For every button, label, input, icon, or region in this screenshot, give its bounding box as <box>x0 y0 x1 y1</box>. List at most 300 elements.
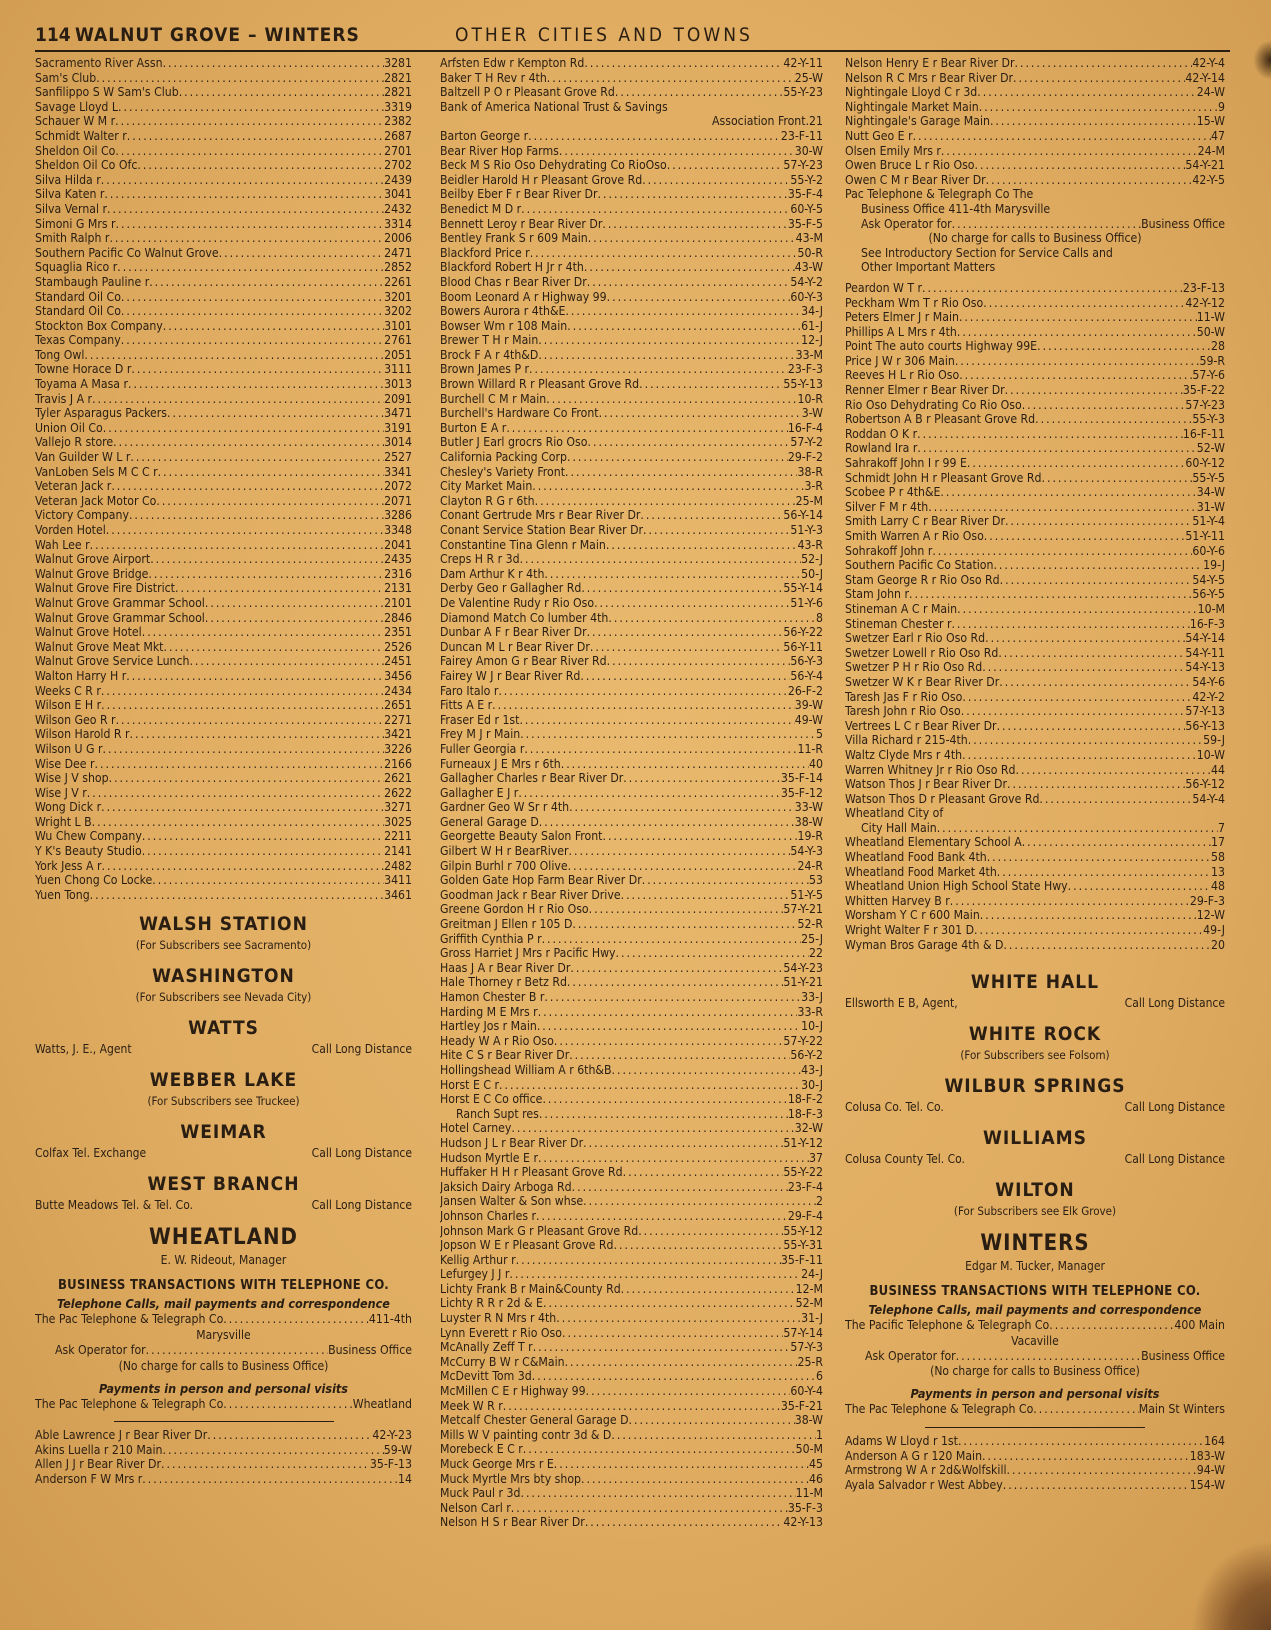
listing-row <box>440 786 823 801</box>
listing-name: Nelson Henry E r Bear River Dr <box>845 56 1015 70</box>
listing-name: Roddan O K r <box>845 426 918 441</box>
listing-row <box>440 538 823 553</box>
listing-number: 3421 <box>384 727 412 742</box>
listing-row <box>440 1413 823 1428</box>
listing-number: 10-M <box>1197 601 1225 616</box>
listing-number: 2651 <box>384 698 412 713</box>
leader-dots <box>518 786 781 801</box>
listing-row <box>440 1151 823 1166</box>
town-note: (For Subscribers see Folsom) <box>960 1048 1110 1063</box>
listing-name: Wheatland Elementary School A <box>845 835 1022 850</box>
wheatland-listings <box>440 56 823 1530</box>
leader-dots <box>998 646 1185 661</box>
listing-name: York Jess A r <box>35 858 102 873</box>
leader-dots <box>623 771 781 786</box>
listing-name: Harding M E Mrs r <box>440 1004 538 1019</box>
listing-name: Mills W V painting contr 3d & D <box>440 1427 612 1442</box>
listing-row <box>845 471 1225 486</box>
town-agent-line <box>845 1098 1225 1116</box>
listing-row <box>35 684 412 699</box>
business-transactions-heading: BUSINESS TRANSACTIONS WITH TELEPHONE CO. <box>869 1284 1201 1300</box>
listing-row <box>35 771 412 786</box>
listing-number: 50-J <box>801 566 823 581</box>
listing-number: 23-F-4 <box>787 1179 823 1194</box>
listing-row <box>440 1121 823 1136</box>
listing-number: 35-F-21 <box>780 1398 823 1413</box>
listing-name: Frey M J r Main <box>440 727 521 742</box>
leader-dots <box>539 815 795 830</box>
listing-name: Muck George Mrs r E <box>440 1457 554 1471</box>
listing-number: 11-M <box>795 1486 823 1501</box>
town-agent-line <box>845 1150 1225 1168</box>
listing-name: Nightingale Market Main <box>845 99 979 114</box>
leader-dots <box>623 1165 784 1180</box>
listing-row <box>440 1005 823 1020</box>
office-city: Marysville <box>196 1328 251 1343</box>
leader-dots <box>1007 777 1185 792</box>
listing-row <box>845 894 1225 909</box>
listing-row <box>35 421 412 436</box>
listing-row <box>440 494 823 509</box>
listing-number: 31-W <box>1196 499 1225 514</box>
listing-number: 31-J <box>801 1311 823 1326</box>
listing-row <box>440 946 823 961</box>
listing-row <box>845 660 1225 675</box>
listing-number: 16-F-3 <box>1189 616 1225 631</box>
payments-subheading: Payments in person and personal visits <box>98 1380 349 1396</box>
listing-number: 2071 <box>384 493 412 508</box>
office-city: Vacaville <box>1011 1333 1059 1348</box>
town-agent-line <box>35 1144 412 1162</box>
listing-name: Sohrakoff John r <box>845 543 933 558</box>
listing-row <box>440 698 823 713</box>
listing-name: Victory Company <box>35 508 129 523</box>
listing-row <box>35 1443 412 1458</box>
listing-row <box>845 71 1225 86</box>
listing-name: Walnut Grove Grammar School <box>35 595 205 610</box>
listing-name: Simoni G Mrs r <box>35 216 116 231</box>
listing-row <box>440 1340 823 1355</box>
leader-dots <box>544 567 801 582</box>
listing-name: Kellig Arthur r <box>440 1252 516 1267</box>
listing-number: 59-W <box>383 1442 412 1457</box>
listing-number: 2141 <box>384 844 412 859</box>
listing-name: Gallagher Charles r Bear River Dr <box>440 771 624 786</box>
listing-name: Huffaker H H r Pleasant Grove Rd <box>440 1165 623 1180</box>
leader-dots <box>90 538 385 553</box>
leader-dots <box>163 319 384 334</box>
listing-name: Fairey W J r Bear River Rd <box>440 668 581 683</box>
listing-number: 55-Y-23 <box>783 85 823 100</box>
leader-dots <box>982 660 1185 675</box>
leader-dots <box>594 596 790 611</box>
town-note: (For Subscribers see Sacramento) <box>135 938 312 953</box>
listing-number: 26-F-2 <box>787 683 823 698</box>
leader-dots <box>639 377 783 392</box>
listing-row <box>35 435 412 450</box>
listing-row <box>845 339 1225 354</box>
listing-name: Reeves H L r Rio Oso <box>845 368 960 383</box>
listing-row <box>440 742 823 757</box>
listing-row <box>35 217 412 232</box>
leader-dots <box>909 587 1192 602</box>
listing-number: 38-R <box>797 464 823 479</box>
listing-row <box>440 435 823 450</box>
listing-row <box>35 71 412 86</box>
leader-dots <box>554 1457 809 1472</box>
listing-row <box>845 100 1225 115</box>
listing-name: Walnut Grove Bridge <box>35 566 149 581</box>
listing-row: The Pac Telephone & Telegraph Co ..... Wheatland <box>35 1397 412 1412</box>
listing-row <box>440 1486 823 1501</box>
listing-row <box>35 552 412 567</box>
listing-row <box>845 129 1225 144</box>
listing-row <box>440 1238 823 1253</box>
agent-name: Colusa Co. Tel. Co. <box>845 1100 944 1115</box>
leader-dots <box>533 1340 791 1355</box>
listing-number: 42-Y-14 <box>1185 70 1225 85</box>
leader-dots <box>1035 412 1192 427</box>
leader-dots <box>131 362 384 377</box>
leader-dots <box>142 829 384 844</box>
listing-number: 30-J <box>801 1077 823 1092</box>
listing-row <box>440 1369 823 1384</box>
leader-dots <box>126 669 384 684</box>
listing-row <box>440 1209 823 1224</box>
listing-number: 40 <box>809 756 823 771</box>
listing-row <box>845 602 1225 617</box>
listing-name: Burton E A r <box>440 420 507 435</box>
leader-dots <box>111 479 384 494</box>
leader-dots <box>142 844 384 859</box>
leader-dots <box>951 617 1189 632</box>
leader-dots <box>922 281 1183 296</box>
listing-row <box>845 587 1225 602</box>
listing-name: Southern Pacific Co Station <box>845 558 994 573</box>
listing-name: Horst E C Co office <box>440 1092 543 1107</box>
listing-number: 3341 <box>384 464 412 479</box>
listing-row <box>440 1063 823 1078</box>
listing-row <box>440 231 823 246</box>
leader-dots <box>556 1311 801 1326</box>
listing-name: Derby Geo r Gallagher Rd <box>440 581 582 596</box>
leader-dots <box>958 1434 1204 1449</box>
leader-dots <box>565 1355 798 1370</box>
town-agent-line <box>35 1040 412 1058</box>
listing-name: Lynn Everett r Rio Oso <box>440 1325 562 1340</box>
leader-dots <box>1014 56 1192 71</box>
listing-row <box>845 850 1225 865</box>
leader-dots <box>562 1326 783 1341</box>
listing-row <box>440 275 823 290</box>
wheatland-listings-cont2 <box>845 281 1225 952</box>
listing-row <box>845 631 1225 646</box>
listing-number: 2 <box>816 1194 823 1209</box>
leader-dots <box>142 1472 398 1487</box>
listing-row <box>440 71 823 86</box>
listing-number: 18-F-2 <box>787 1092 823 1107</box>
leader-dots <box>612 1063 802 1078</box>
town-heading-wilton: WILTON <box>995 1179 1075 1202</box>
listing-number: 23-F-11 <box>780 128 823 143</box>
leader-dots <box>158 465 384 480</box>
listing-name: Schauer W M r <box>35 114 116 129</box>
town-note: (For Subscribers see Elk Grove) <box>953 1204 1117 1219</box>
listing-number: 49-W <box>794 712 823 727</box>
listing-name: Greene Gordon H r Rio Oso <box>440 902 589 917</box>
listing-row <box>35 1472 412 1487</box>
listing-name: Bear River Hop Farms <box>440 143 559 158</box>
leader-dots <box>937 821 1218 836</box>
listing-row <box>35 275 412 290</box>
listing-name: Wheatland Union High School State Hwy <box>845 879 1068 894</box>
listing-row <box>35 800 412 815</box>
leader-dots <box>554 1034 784 1049</box>
listing-number: 43-J <box>801 1062 823 1077</box>
listing-number: 56-Y-3 <box>790 654 823 669</box>
leader-dots <box>521 202 790 217</box>
listing-number: 2687 <box>384 128 412 143</box>
leader-dots <box>584 56 783 71</box>
listing-number: 57-Y-6 <box>1192 368 1225 383</box>
listing-number: 94-W <box>1196 1463 1225 1478</box>
listing-row <box>440 348 823 363</box>
listing-name: McCurry B W r C&Main <box>440 1354 565 1369</box>
listing-number: 56-Y-2 <box>790 1048 823 1063</box>
listing-number: 55-Y-31 <box>783 1238 823 1253</box>
listing-row <box>35 362 412 377</box>
leader-dots <box>984 529 1186 544</box>
leader-dots <box>96 71 384 86</box>
listing-name: Ranch Supt res <box>456 1106 539 1121</box>
listing-row <box>845 56 1225 71</box>
walnut-grove-listings <box>35 56 412 902</box>
listing-number: 43-W <box>794 260 823 275</box>
leader-dots <box>92 392 384 407</box>
listing-row <box>35 290 412 305</box>
column-1 <box>35 56 412 1487</box>
listing-name: Boom Leonard A r Highway 99 <box>440 289 607 304</box>
listing-row <box>35 406 412 421</box>
pactel-office: Business Office 411-4th Marysville <box>861 201 1051 216</box>
listing-row <box>440 829 823 844</box>
listing-number: 35-F-13 <box>369 1457 412 1472</box>
listing-number: 2435 <box>384 552 412 567</box>
listing-name: Stambaugh Pauline r <box>35 274 150 289</box>
listing-name: Rio Oso Dehydrating Co Rio Oso <box>845 397 1022 412</box>
listing-row <box>35 465 412 480</box>
listing-row <box>35 392 412 407</box>
listing-name: Lichty Frank B r Main&County Rd <box>440 1281 621 1296</box>
listing-row <box>35 173 412 188</box>
listing-name: Brown Willard R r Pleasant Grove Rd <box>440 377 640 392</box>
listing-number: 56-Y-12 <box>1185 777 1225 792</box>
leader-dots <box>968 733 1203 748</box>
call-instruction: Call Long Distance <box>1124 1152 1225 1167</box>
listing-number: 2211 <box>384 829 412 844</box>
listing-number: 2526 <box>384 639 412 654</box>
leader-dots <box>506 421 788 436</box>
listing-row <box>440 333 823 348</box>
listing-number: 2527 <box>384 450 412 465</box>
listing-name: Burchell's Hardware Co Front <box>440 406 599 421</box>
leader-dots <box>961 704 1186 719</box>
leader-dots <box>642 173 790 188</box>
listing-row <box>845 733 1225 748</box>
listing-name: Wu Chew Company <box>35 829 142 844</box>
listing-name: Vertrees L C r Bear River Dr <box>845 718 997 733</box>
listing-number: 51-Y-3 <box>790 523 823 537</box>
listing-number: 60-Y-6 <box>1192 543 1225 558</box>
listing-row <box>35 844 412 859</box>
listing-number: 2316 <box>384 566 412 581</box>
listing-row <box>440 975 823 990</box>
leader-dots <box>607 654 791 669</box>
listing-number: 2434 <box>384 683 412 698</box>
leader-dots <box>980 908 1197 923</box>
listing-row <box>845 704 1225 719</box>
listing-row <box>440 1224 823 1239</box>
listing-name: Lichty R R r 2d & E <box>440 1296 543 1311</box>
see-section-note: Other Important Matters <box>861 260 996 275</box>
listing-row <box>35 56 412 71</box>
listing-row <box>845 806 1225 821</box>
wheatland-listings-start <box>35 1428 412 1486</box>
listing-name: Nelson R C Mrs r Bear River Dr <box>845 70 1014 85</box>
listing-name: Gardner Geo W Sr r 4th <box>440 800 570 815</box>
leader-dots <box>116 713 385 728</box>
leader-dots <box>101 698 384 713</box>
listing-row <box>440 873 823 888</box>
listing-name: Standard Oil Co <box>35 289 121 304</box>
page-header <box>35 20 1230 52</box>
leader-dots <box>536 1209 788 1224</box>
leader-dots <box>106 523 384 538</box>
listing-row <box>35 888 412 903</box>
listing-row <box>845 617 1225 632</box>
listing-name: Swetzer Lowell r Rio Oso Rd <box>845 645 999 660</box>
leader-dots <box>614 1238 784 1253</box>
listing-number: 164 <box>1204 1434 1225 1448</box>
leader-dots <box>997 719 1186 734</box>
listing-name: Swetzer Earl r Rio Oso Rd <box>845 631 986 646</box>
listing-name: Schmidt Walter r <box>35 128 127 143</box>
listing-name: Hudson Myrtle E r <box>440 1150 538 1165</box>
listing-name: Nelson Carl r <box>440 1500 511 1515</box>
listing-row <box>845 398 1225 413</box>
leader-dots <box>581 581 783 596</box>
listing-name: Peters Elmer J r Main <box>845 310 959 325</box>
listing-name: Stam John r <box>845 587 909 602</box>
leader-dots <box>572 917 797 932</box>
leader-dots <box>148 567 384 582</box>
listing-number: 3226 <box>384 741 412 756</box>
leader-dots <box>585 1515 784 1530</box>
listing-name: Association Front <box>712 114 806 129</box>
leader-dots <box>115 144 384 159</box>
listing-row <box>845 441 1225 456</box>
listing-number: 57-Y-3 <box>790 1340 823 1355</box>
listing-row <box>845 573 1225 588</box>
leader-dots <box>142 625 384 640</box>
listing-name: Hale Thorney r Betz Rd <box>440 975 567 990</box>
listing-number: 35-F-5 <box>787 216 823 231</box>
listing-number: 44 <box>1211 762 1225 777</box>
listing-row <box>845 114 1225 129</box>
listing-number: 20 <box>1211 937 1225 952</box>
listing-number: 10-R <box>797 391 823 406</box>
listing-row <box>35 523 412 538</box>
listing-row <box>845 1478 1225 1493</box>
listing-name: Peckham Wm T r Rio Oso <box>845 295 984 310</box>
listing-row <box>440 158 823 173</box>
listing-row <box>440 1253 823 1268</box>
listing-number: 33-R <box>797 1004 823 1019</box>
listing-number: 56-Y-11 <box>783 639 823 654</box>
leader-dots <box>997 865 1211 880</box>
listing-row <box>440 290 823 305</box>
listing-row <box>845 646 1225 661</box>
listing-name: Y K's Beauty Studio <box>35 844 142 859</box>
listing-name: Fraser Ed r 1st <box>440 712 520 727</box>
business-transactions-heading: BUSINESS TRANSACTIONS WITH TELEPHONE CO. <box>57 1278 390 1294</box>
listing-name: Peardon W T r <box>845 280 923 295</box>
leader-dots <box>979 100 1218 115</box>
listing-name: Wilson Geo R r <box>35 712 116 727</box>
listing-name: Taresh John r Rio Oso <box>845 704 961 719</box>
listing-row <box>440 1296 823 1311</box>
leader-dots <box>511 1121 794 1136</box>
listing-number: 38-W <box>794 1413 823 1428</box>
leader-dots <box>516 1253 781 1268</box>
leader-dots <box>539 1107 788 1122</box>
listing-name: Sanfilippo S W Sam's Club <box>35 85 179 100</box>
leader-dots <box>986 173 1193 188</box>
town-note: (For Subscribers see Truckee) <box>147 1094 300 1109</box>
leader-dots <box>498 684 788 699</box>
leader-dots <box>205 611 384 626</box>
listing-number: 2622 <box>384 785 412 800</box>
listing-number: 3202 <box>384 304 412 319</box>
listing-row <box>35 538 412 553</box>
listing-row <box>440 815 823 830</box>
listing-number: 3201 <box>384 289 412 304</box>
listing-number: 57-Y-23 <box>1185 397 1225 412</box>
leader-dots <box>584 260 795 275</box>
leader-dots <box>1037 339 1211 354</box>
leader-dots <box>530 246 798 261</box>
listing-number: 59-J <box>1203 733 1225 748</box>
listing-row <box>440 260 823 275</box>
listing-row <box>35 1428 412 1443</box>
listing-row <box>440 713 823 728</box>
listing-name: Van Guilder W L r <box>35 450 131 465</box>
listing-number: 55-Y-22 <box>783 1165 823 1180</box>
listing-row <box>440 144 823 159</box>
listing-number: 3191 <box>384 420 412 435</box>
listing-number: 56-Y-14 <box>783 508 823 523</box>
town-manager: E. W. Rideout, Manager <box>160 1253 287 1268</box>
listing-number: 2702 <box>384 158 412 173</box>
listing-row <box>440 392 823 407</box>
no-charge-note: (No charge for calls to Business Office) <box>118 1358 329 1373</box>
listing-name: Fitts A E r <box>440 698 493 713</box>
listing-row <box>845 529 1225 544</box>
listing-name: Butler J Earl grocrs Rio Oso <box>440 435 588 450</box>
listing-row <box>35 231 412 246</box>
listing-row <box>845 777 1225 792</box>
leader-dots <box>499 1078 801 1093</box>
